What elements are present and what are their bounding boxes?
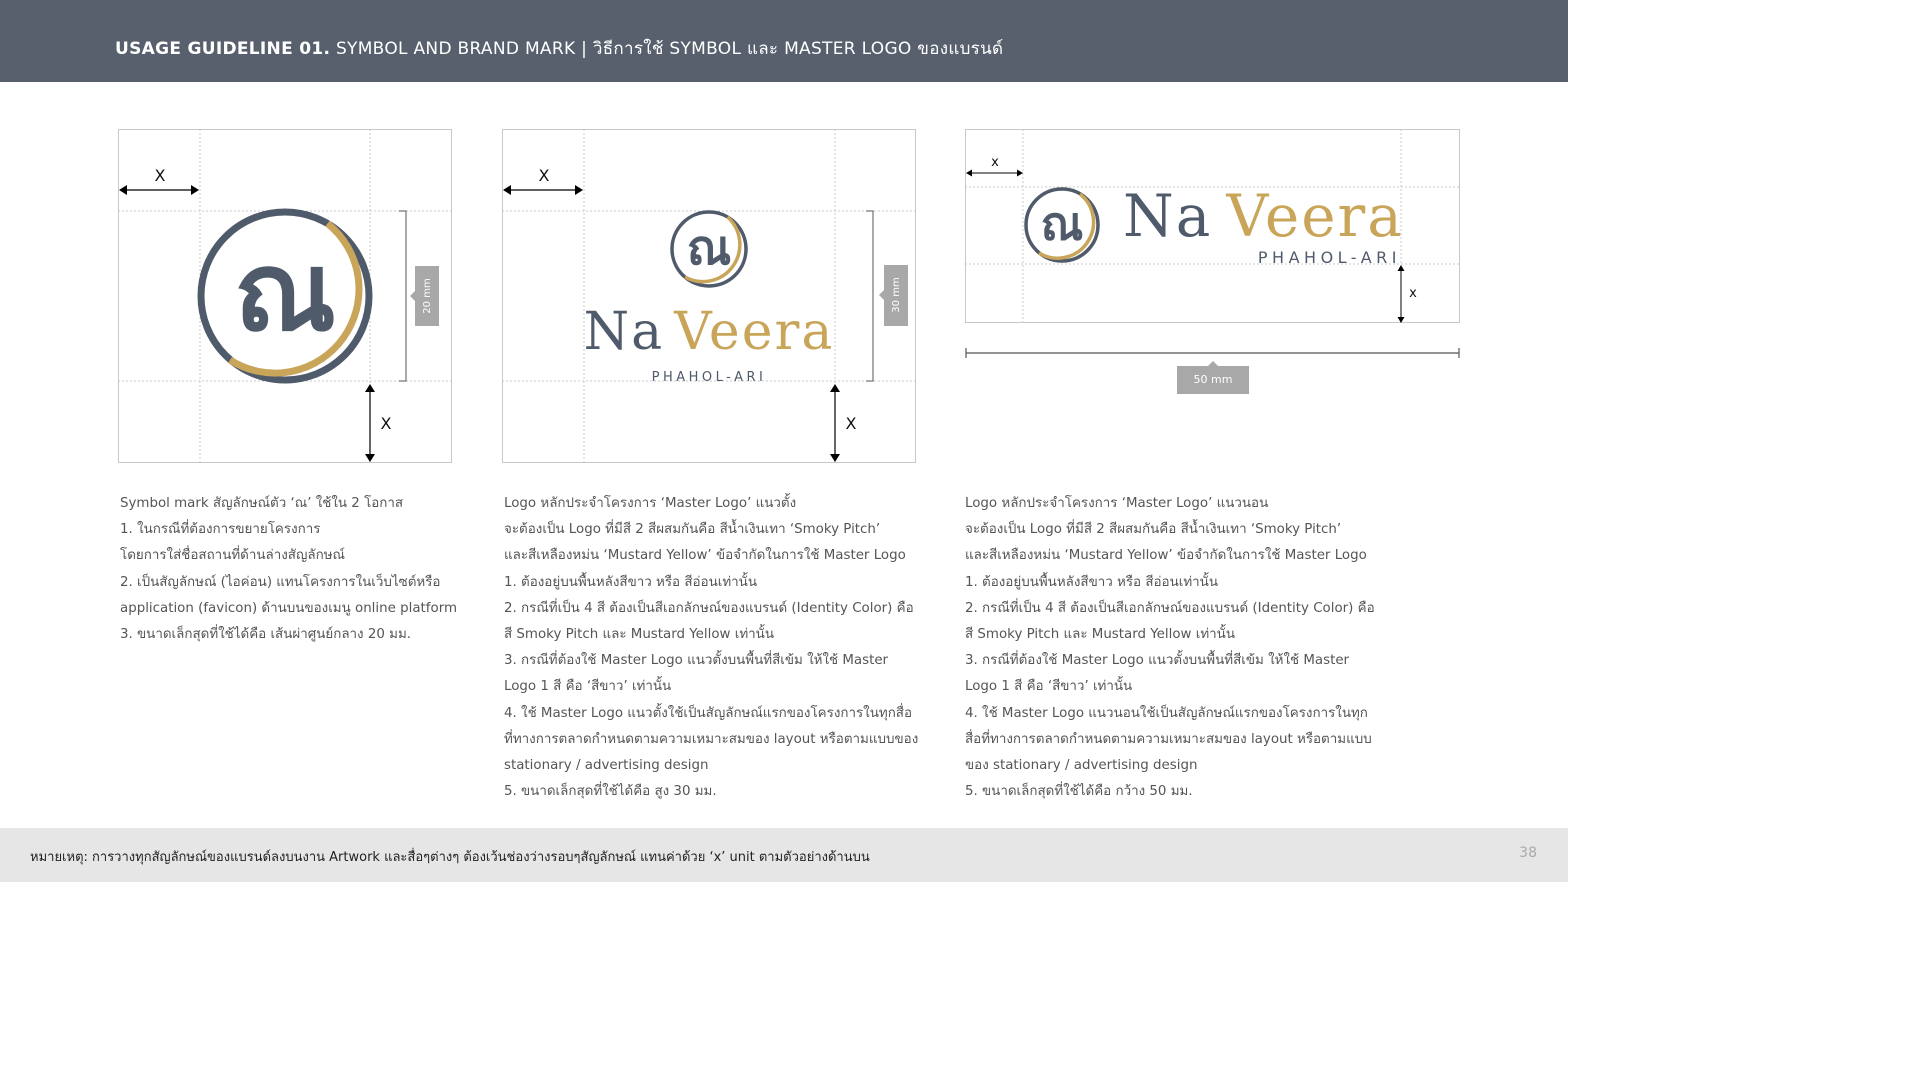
description-line: สี Smoky Pitch และ Mustard Yellow เท่านั้น (965, 627, 1235, 643)
margin-label-top: x (991, 155, 999, 170)
description-line: 2. กรณีที่เป็น 4 สี ต้องเป็นสีเอกลักษณ์ของแบรนด์ (Identity Color) คือ (504, 600, 914, 616)
size-label: 20 mm (422, 278, 433, 314)
description-line: ที่ทางการตลาดกำหนดตามความเหมาะสมของ layout หรือตามแบบของ (504, 731, 919, 747)
page-footer (0, 828, 1568, 882)
description-line: 3. กรณีที่ต้องใช้ Master Logo แนวตั้งบนพื้นที่สีเข้ม ให้ใช้ Master (504, 653, 889, 669)
page-title-rest: SYMBOL AND BRAND MARK | วิธีการใช้ SYMBOL และ MASTER LOGO ของแบรนด์ (330, 39, 1004, 59)
description-line: Logo 1 สี คือ ‘สีขาว’ เท่านั้น (504, 679, 672, 695)
logo-wordmark (584, 302, 835, 362)
page-header (0, 0, 1568, 82)
description-line: 1. ต้องอยู่บนพื้นหลังสีขาว หรือ สีอ่อนเท่านั้น (504, 574, 757, 590)
description-line: stationary / advertising design (504, 758, 709, 774)
size-label: 50 mm (1193, 373, 1233, 386)
description-line: สี Smoky Pitch และ Mustard Yellow เท่านั้น (504, 627, 774, 643)
description-line: สื่อที่ทางการตลาดกำหนดตามความเหมาะสมของ layout หรือตามแบบ (965, 731, 1372, 747)
horizontal-logo-clearspace-diagram (965, 129, 1462, 399)
description-line: ของ stationary / advertising design (965, 758, 1198, 774)
description-line: 4. ใช้ Master Logo แนวนอนใช้เป็นสัญลักษณ์แรกของโครงการในทุก (965, 705, 1368, 721)
description-line: 5. ขนาดเล็กสุดที่ใช้ได้คือ สูง 30 มม. (504, 784, 717, 800)
wordmark-veera: Veera (1226, 182, 1404, 250)
symbol-glyph: ณ (233, 227, 337, 356)
description-line: 5. ขนาดเล็กสุดที่ใช้ได้คือ กว้าง 50 มม. (965, 784, 1193, 800)
margin-label-top: X (154, 166, 166, 185)
description-line: 3. กรณีที่ต้องใช้ Master Logo แนวตั้งบนพื้นที่สีเข้ม ให้ใช้ Master (965, 653, 1350, 669)
symbol-mark-icon (1026, 189, 1098, 261)
symbol-glyph: ณ (686, 220, 732, 276)
description-line: Symbol mark สัญลักษณ์ตัว ‘ณ’ ใช้ใน 2 โอกาส (120, 496, 404, 511)
description-line: จะต้องเป็น Logo ที่มีสี 2 สีผสมกันคือ สีน้ำเงินเทา ‘Smoky Pitch’ (504, 522, 881, 538)
logo-wordmark (1123, 182, 1404, 250)
page-title-bold: USAGE GUIDELINE 01. (115, 39, 331, 59)
diagram-frame (503, 130, 916, 463)
description-line: 4. ใช้ Master Logo แนวตั้งใช้เป็นสัญลักษณ์แรกของโครงการในทุกสื่อ (504, 705, 913, 721)
horizontal-logo-description (965, 491, 1375, 805)
page-number: 38 (1519, 845, 1537, 861)
description-line: โดยการใส่ชื่อสถานที่ด้านล่างสัญลักษณ์ (120, 548, 345, 564)
description-line: และสีเหลืองหม่น ‘Mustard Yellow’ ข้อจำกัดในการใช้ Master Logo (504, 548, 906, 564)
margin-label-bottom: X (380, 414, 392, 433)
vertical-logo-description (504, 491, 918, 805)
wordmark-veera: Veera (674, 302, 835, 362)
description-line: application (favicon) ด้านบนของเมนู online platform (120, 600, 458, 616)
page-title (115, 35, 1003, 62)
description-line: Logo 1 สี คือ ‘สีขาว’ เท่านั้น (965, 679, 1133, 695)
footer-note: หมายเหตุ: การวางทุกสัญลักษณ์ของแบรนด์ลงบนงาน Artwork และสื่อๆต่างๆ ต้องเว้นช่องว่างรอบๆสัญลักษณ์ แทนค่าด้วย ‘x’ unit ตามตัวอย่างด้านบน (30, 850, 870, 865)
description-line: จะต้องเป็น Logo ที่มีสี 2 สีผสมกันคือ สีน้ำเงินเทา ‘Smoky Pitch’ (965, 522, 1342, 538)
size-label: 30 mm (891, 277, 902, 313)
wordmark-na: Na (1123, 182, 1213, 250)
description-line: 2. กรณีที่เป็น 4 สี ต้องเป็นสีเอกลักษณ์ของแบรนด์ (Identity Color) คือ (965, 600, 1375, 616)
margin-label-bottom: X (845, 414, 857, 433)
description-line: และสีเหลืองหม่น ‘Mustard Yellow’ ข้อจำกัดในการใช้ Master Logo (965, 548, 1367, 564)
margin-label-top: X (538, 166, 550, 185)
description-line: 3. ขนาดเล็กสุดที่ใช้ได้คือ เส้นผ่าศูนย์กลาง 20 มม. (120, 627, 412, 643)
vertical-logo-clearspace-diagram (502, 129, 918, 465)
symbol-mark-icon (672, 212, 746, 286)
symbol-clearspace-diagram (118, 129, 454, 465)
master-logo-vertical (584, 212, 835, 385)
logo-tagline: PHAHOL-ARI (651, 370, 767, 385)
symbol-description (120, 491, 457, 648)
description-line: Logo หลักประจำโครงการ ‘Master Logo’ แนวนอน (965, 496, 1269, 511)
description-line: 1. ในกรณีที่ต้องการขยายโครงการ (120, 522, 321, 538)
wordmark-na: Na (583, 302, 665, 362)
description-line: 1. ต้องอยู่บนพื้นหลังสีขาว หรือ สีอ่อนเท่านั้น (965, 574, 1218, 590)
logo-tagline: PHAHOL-ARI (1257, 248, 1401, 267)
symbol-mark-icon (201, 212, 369, 380)
margin-label-bottom: x (1409, 286, 1417, 301)
description-line: 2. เป็นสัญลักษณ์ (ไอค่อน) แทนโครงการในเว็บไซต์หรือ (120, 574, 441, 590)
symbol-glyph: ณ (1040, 196, 1084, 251)
master-logo-horizontal (1026, 182, 1404, 267)
description-line: Logo หลักประจำโครงการ ‘Master Logo’ แนวตั้ง (504, 496, 797, 511)
